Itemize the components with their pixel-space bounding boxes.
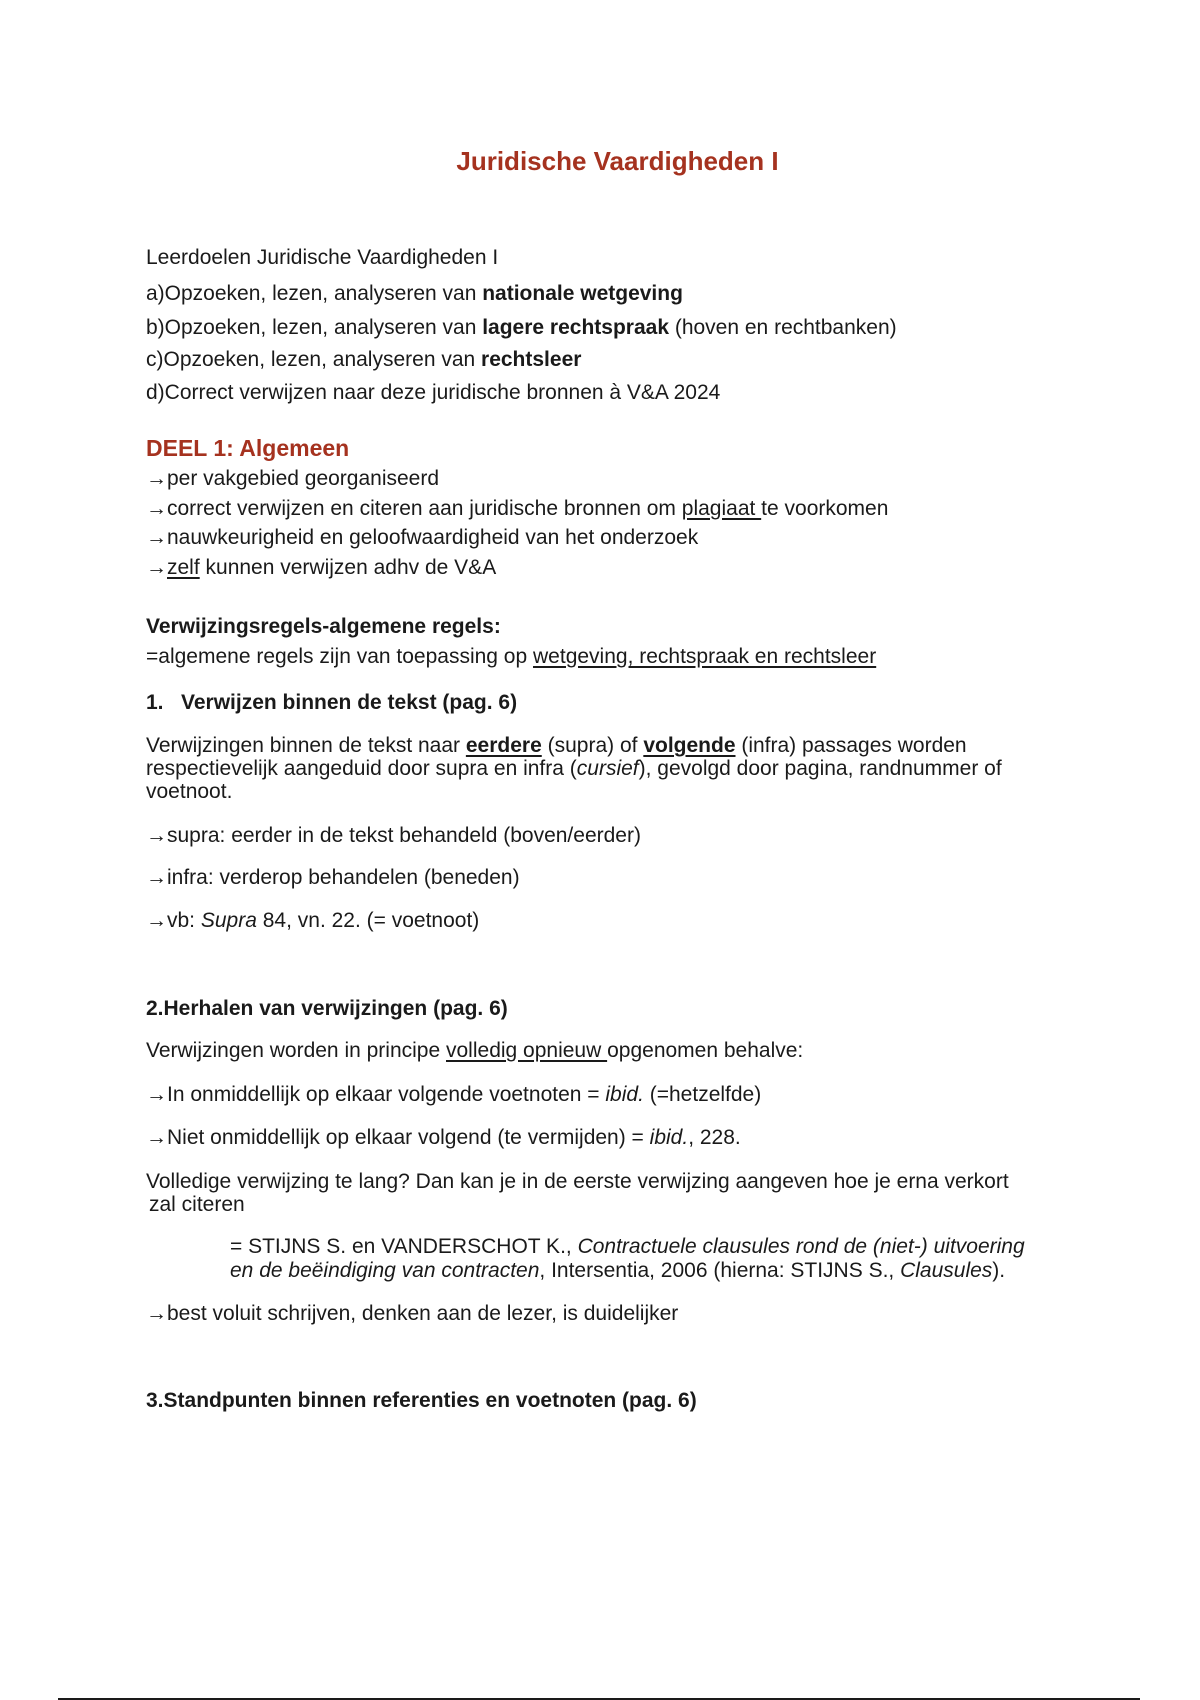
section-2-question-line-1: Volledige verwijzing te lang? Dan kan je in de eerste verwijzing aangeven hoe je erna verkort — [146, 1170, 1009, 1193]
deel1-heading: DEEL 1: Algemeen — [146, 435, 350, 461]
section-1-para-line-1: Verwijzingen binnen de tekst naar eerdere (supra) of volgende (infra) passages worden — [146, 734, 967, 757]
deel1-line-4: →zelf kunnen verwijzen adhv de V&A — [146, 556, 497, 579]
deel1-line-3: →nauwkeurigheid en geloofwaardigheid van het onderzoek — [146, 526, 699, 549]
leerdoelen-heading: Leerdoelen Juridische Vaardigheden I — [146, 246, 499, 269]
section-2-bullet-advice: →best voluit schrijven, denken aan de lezer, is duidelijker — [146, 1302, 679, 1325]
section-2-bullet-ibid-1: →In onmiddellijk op elkaar volgende voetnoten = ibid. (=hetzelfde) — [146, 1083, 762, 1106]
section-2-example-line-2: en de beëindiging van contracten, Intersentia, 2006 (hierna: STIJNS S., Clausules). — [230, 1259, 1006, 1282]
section-1-heading: 1. Verwijzen binnen de tekst (pag. 6) — [146, 691, 518, 714]
section-2-bullet-ibid-2: →Niet onmiddellijk op elkaar volgend (te vermijden) = ibid., 228. — [146, 1126, 741, 1149]
deel1-line-1: →per vakgebied georganiseerd — [146, 467, 440, 490]
regels-line: =algemene regels zijn van toepassing op wetgeving, rechtspraak en rechtsleer — [146, 645, 877, 668]
leerdoel-c: c)Opzoeken, lezen, analyseren van rechtsleer — [146, 348, 582, 371]
section-2-para: Verwijzingen worden in principe volledig opnieuw opgenomen behalve: — [146, 1039, 804, 1062]
section-1-bullet-example: →vb: Supra 84, vn. 22. (= voetnoot) — [146, 909, 480, 932]
section-2-example-line-1: = STIJNS S. en VANDERSCHOT K., Contractuele clausules rond de (niet-) uitvoering — [230, 1235, 1025, 1258]
section-2-heading: 2.Herhalen van verwijzingen (pag. 6) — [146, 997, 508, 1020]
section-1-bullet-supra: →supra: eerder in de tekst behandeld (boven/eerder) — [146, 824, 641, 847]
page-title: Juridische Vaardigheden I — [456, 146, 779, 176]
deel1-line-2: →correct verwijzen en citeren aan juridische bronnen om plagiaat te voorkomen — [146, 497, 889, 520]
leerdoel-d: d)Correct verwijzen naar deze juridische bronnen à V&A 2024 — [146, 381, 721, 404]
leerdoel-b: b)Opzoeken, lezen, analyseren van lagere rechtspraak (hoven en rechtbanken) — [146, 316, 897, 339]
section-1-para-line-2: respectievelijk aangeduid door supra en infra (cursief), gevolgd door pagina, randnummer of — [146, 757, 1002, 780]
section-1-para-line-3: voetnoot. — [146, 780, 233, 803]
section-1-bullet-infra: →infra: verderop behandelen (beneden) — [146, 866, 520, 889]
regels-heading: Verwijzingsregels-algemene regels: — [146, 615, 501, 638]
leerdoel-a: a)Opzoeken, lezen, analyseren van nationale wetgeving — [146, 282, 683, 305]
section-2-question-line-2: zal citeren — [149, 1193, 245, 1216]
section-3-heading: 3.Standpunten binnen referenties en voetnoten (pag. 6) — [146, 1389, 697, 1412]
